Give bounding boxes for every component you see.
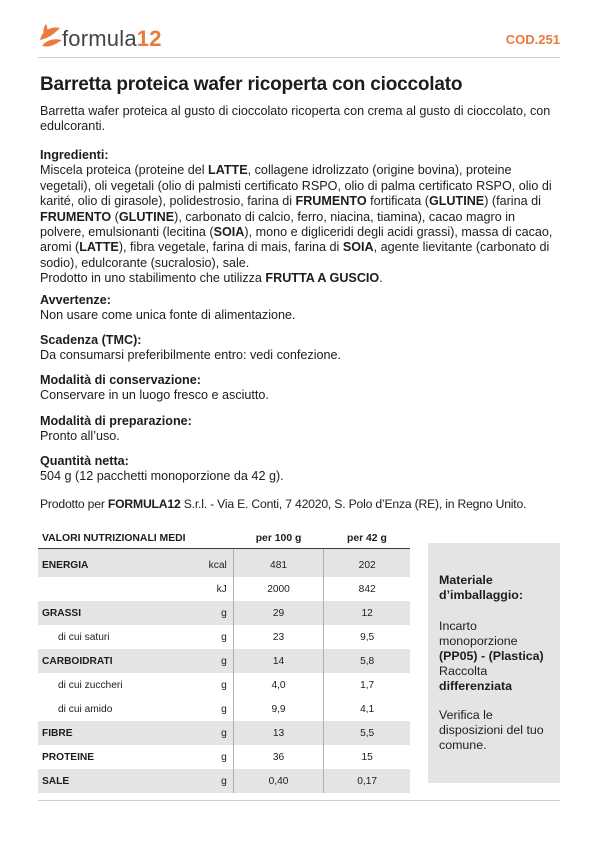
nutrition-header-title: VALORI NUTRIZIONALI MEDI	[38, 528, 233, 549]
warnings-section	[40, 293, 562, 324]
expiry-label: Scadenza (TMC):	[40, 333, 142, 347]
product-description: Barretta wafer proteica al gusto di cioccolato ricoperta con crema al gusto di cioccolato, con edulcoranti.	[40, 104, 551, 134]
table-row: di cui saturi g 23 9,5	[38, 625, 410, 649]
footer-divider	[38, 800, 560, 801]
packaging-box	[428, 543, 560, 783]
quantity-text: 504 g (12 pacchetti monoporzione da 42 g).	[40, 469, 284, 484]
header-divider	[38, 57, 560, 58]
quantity-section	[40, 454, 562, 485]
quantity-label: Quantità netta:	[40, 454, 129, 468]
packaging-title: Materiale d’imballaggio:	[439, 573, 523, 602]
product-code: COD.251	[505, 32, 560, 47]
logo-wordmark: formula12	[62, 26, 162, 51]
nutrition-table	[38, 528, 410, 793]
storage-label: Modalità di conservazione:	[40, 373, 201, 387]
warnings-label: Avvertenze:	[40, 293, 111, 307]
nutrition-header-per100: per 100 g	[233, 528, 324, 549]
preparation-section	[40, 414, 562, 445]
storage-section	[40, 373, 562, 404]
expiry-text: Da consumarsi preferibilmente entro: vedi confezione.	[40, 348, 342, 363]
header	[38, 20, 560, 56]
table-row: di cui amido g 9,9 4,1	[38, 697, 410, 721]
ingredients-text: Miscela proteica (proteine del LATTE, collagene idrolizzato (origine bovina), proteine vegetali), oli vegetali (olio di palmisti certificato RSPO, olio di palma certificato RSPO, olio di karité, olio di girasole), polidestrosio, farina di FRUMENTO fortificata (GLUTINE) (farina di FRUMENTO (GLUTINE), carbonato di calcio, ferro, niacina, tiamina), cacao magro in polvere, emulsionanti (lecitina (SOIA), mono e digliceridi degli acidi grassi), massa di cacao, aromi (LATTE), fibra vegetale, farina di mais, farina di SOIA, agente lievitante (carbonato di sodio), edulcorante (sucralosio), sale. Prodotto in uno stabilimento che utilizza FRUTTA A GUSCIO.	[40, 163, 553, 286]
leaf-logo-icon	[38, 22, 64, 52]
nutrition-header-per42: per 42 g	[324, 528, 410, 549]
packaging-line4: differenziata	[439, 679, 512, 693]
table-row: ENERGIA kcal 481 202	[38, 549, 410, 578]
table-row: kJ 2000 842	[38, 577, 410, 601]
packaging-line3: Raccolta	[439, 664, 488, 678]
table-row: CARBOIDRATI g 14 5,8	[38, 649, 410, 673]
ingredients-section	[40, 148, 562, 287]
packaging-note: Verifica le disposizioni del tuo comune.	[439, 708, 544, 752]
table-row: di cui zuccheri g 4,0 1,7	[38, 673, 410, 697]
expiry-section	[40, 333, 562, 364]
packaging-line1: Incarto monoporzione	[439, 619, 518, 648]
table-row: GRASSI g 29 12	[38, 601, 410, 625]
table-row: SALE g 0,40 0,17	[38, 769, 410, 793]
ingredients-label: Ingredienti:	[40, 148, 109, 162]
product-title: Barretta proteica wafer ricoperta con cioccolato	[40, 74, 463, 95]
preparation-text: Pronto all’uso.	[40, 429, 120, 444]
producer-brand: FORMULA12	[107, 497, 181, 511]
table-row: FIBRE g 13 5,5	[38, 721, 410, 745]
producer-line: Prodotto per FORMULA12 S.r.l. - Via E. Conti, 7 42020, S. Polo d’Enza (RE), in Regno Unito.	[40, 497, 527, 511]
packaging-line2: (PP05) - (Plastica)	[439, 649, 544, 663]
preparation-label: Modalità di preparazione:	[40, 414, 192, 428]
storage-text: Conservare in un luogo fresco e asciutto.	[40, 388, 269, 403]
table-row: PROTEINE g 36 15	[38, 745, 410, 769]
warnings-text: Non usare come unica fonte di alimentazione.	[40, 308, 296, 323]
